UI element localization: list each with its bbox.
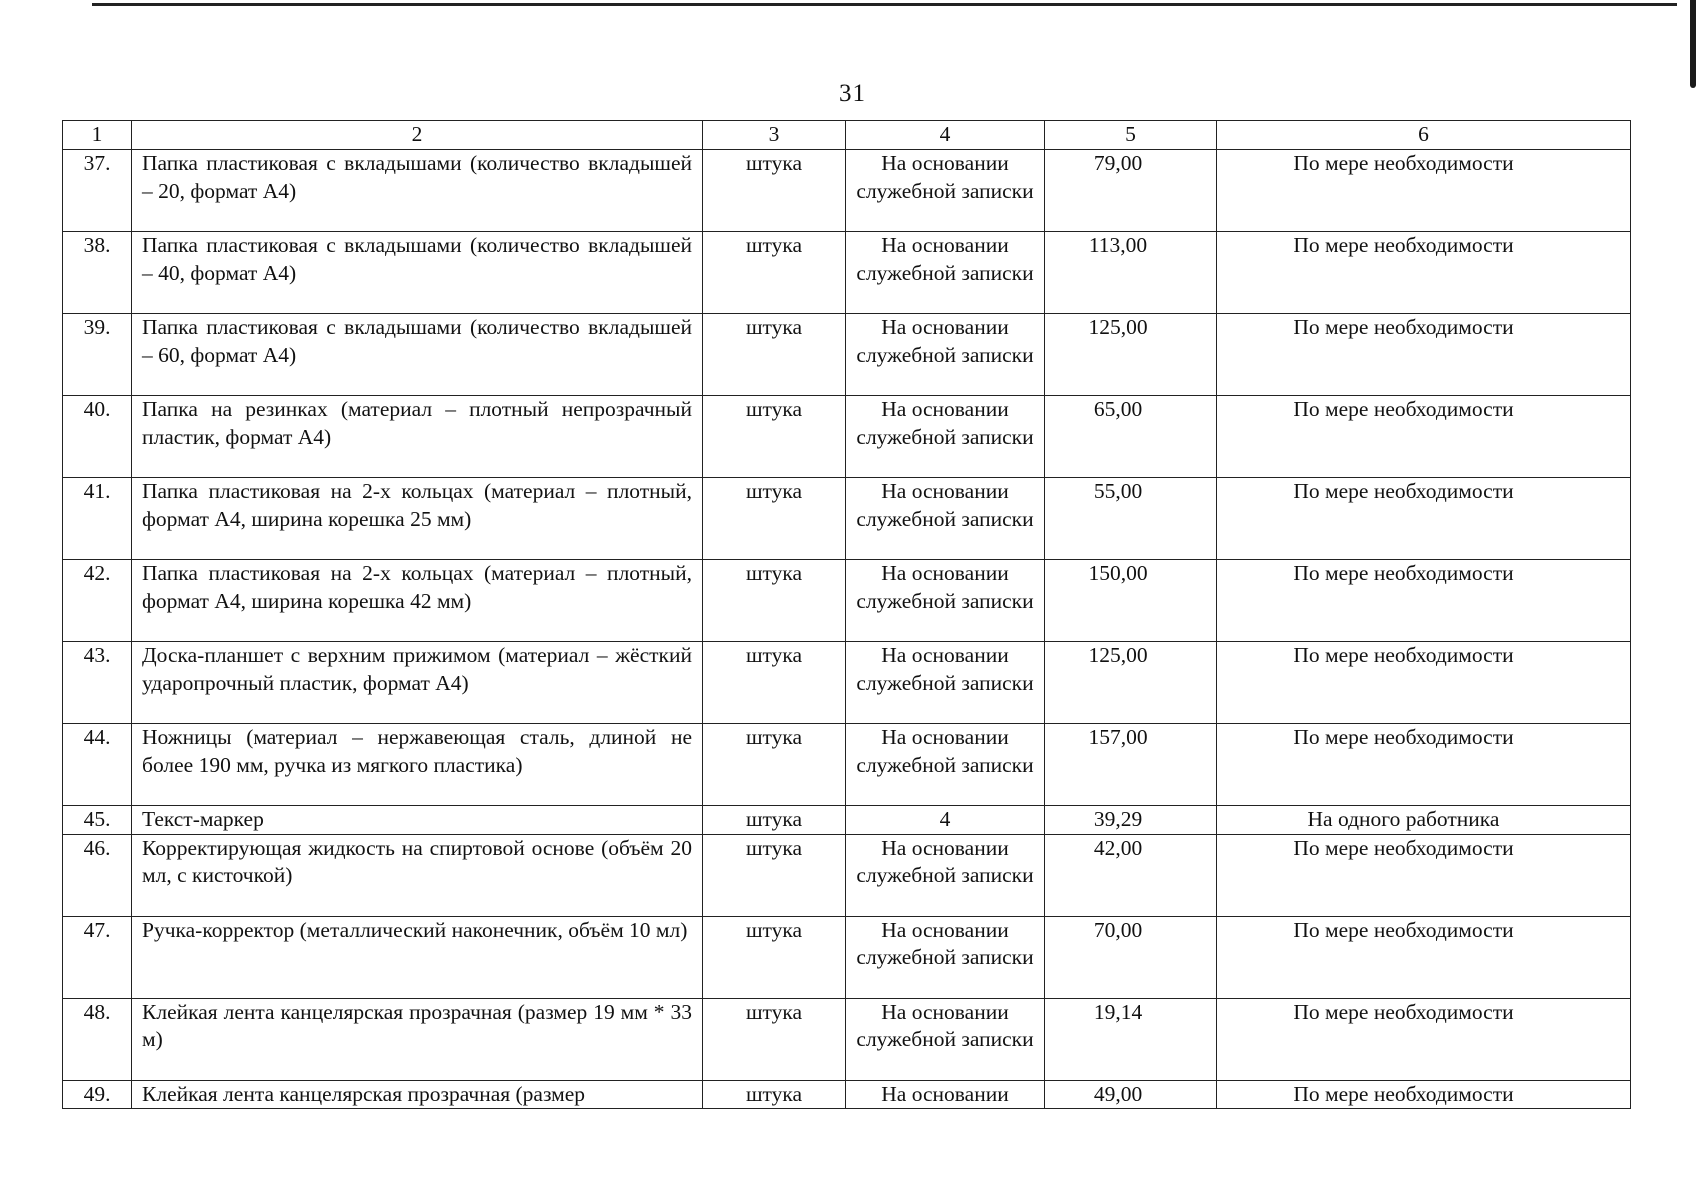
item-name: Ножницы (материал – нержавеющая сталь, длиной не более 190 мм, ручка из мягкого пластика): [132, 724, 703, 806]
item-price: 65,00: [1045, 396, 1217, 478]
item-unit: штука: [703, 806, 846, 835]
item-quantity: На основании служебной записки: [846, 916, 1045, 998]
item-unit: штука: [703, 998, 846, 1080]
item-period: По мере необходимости: [1217, 478, 1631, 560]
item-name: Папка на резинках (материал – плотный непрозрачный пластик, формат А4): [132, 396, 703, 478]
scan-edge-mark: [1690, 0, 1696, 88]
item-quantity: На основании служебной записки: [846, 834, 1045, 916]
header-cell: 2: [132, 121, 703, 150]
item-price: 42,00: [1045, 834, 1217, 916]
item-name: Доска-планшет с верхним прижимом (материал – жёсткий ударопрочный пластик, формат А4): [132, 642, 703, 724]
row-number: 46.: [63, 834, 132, 916]
item-unit: штука: [703, 724, 846, 806]
item-period: По мере необходимости: [1217, 834, 1631, 916]
row-number: 38.: [63, 232, 132, 314]
item-name: Папка пластиковая с вкладышами (количество вкладышей – 40, формат А4): [132, 232, 703, 314]
item-unit: штука: [703, 916, 846, 998]
item-price: 125,00: [1045, 314, 1217, 396]
table-row: [63, 806, 1631, 835]
item-name: Папка пластиковая на 2-х кольцах (материал – плотный, формат А4, ширина корешка 25 мм): [132, 478, 703, 560]
item-quantity: На основании служебной записки: [846, 150, 1045, 232]
row-number: 44.: [63, 724, 132, 806]
item-unit: штука: [703, 232, 846, 314]
row-number: 47.: [63, 916, 132, 998]
table-row: [63, 150, 1631, 232]
row-number: 37.: [63, 150, 132, 232]
item-price: 79,00: [1045, 150, 1217, 232]
item-quantity: На основании служебной записки: [846, 232, 1045, 314]
item-price: 157,00: [1045, 724, 1217, 806]
item-period: По мере необходимости: [1217, 150, 1631, 232]
item-quantity: На основании служебной записки: [846, 642, 1045, 724]
row-number: 42.: [63, 560, 132, 642]
table-row: [63, 834, 1631, 916]
row-number: 45.: [63, 806, 132, 835]
item-price: 70,00: [1045, 916, 1217, 998]
page-number: 31: [839, 80, 866, 107]
item-period: По мере необходимости: [1217, 232, 1631, 314]
item-name: Текст-маркер: [132, 806, 703, 835]
item-quantity: На основании служебной записки: [846, 396, 1045, 478]
item-quantity: На основании служебной записки: [846, 560, 1045, 642]
top-border-line: [92, 3, 1677, 6]
table-row: [63, 478, 1631, 560]
item-quantity: На основании: [846, 1080, 1045, 1109]
item-unit: штука: [703, 150, 846, 232]
table-row: [63, 1080, 1631, 1109]
item-period: По мере необходимости: [1217, 396, 1631, 478]
row-number: 49.: [63, 1080, 132, 1109]
row-number: 43.: [63, 642, 132, 724]
header-cell: 5: [1045, 121, 1217, 150]
table-row: [63, 998, 1631, 1080]
item-period: По мере необходимости: [1217, 998, 1631, 1080]
item-name: Клейкая лента канцелярская прозрачная (размер 19 мм * 33 м): [132, 998, 703, 1080]
item-period: По мере необходимости: [1217, 916, 1631, 998]
item-price: 55,00: [1045, 478, 1217, 560]
item-name: Папка пластиковая с вкладышами (количество вкладышей – 60, формат А4): [132, 314, 703, 396]
item-period: По мере необходимости: [1217, 314, 1631, 396]
table-row: [63, 396, 1631, 478]
table-row: [63, 560, 1631, 642]
table-header-row: [63, 121, 1631, 150]
item-period: На одного работника: [1217, 806, 1631, 835]
item-price: 39,29: [1045, 806, 1217, 835]
table-row: [63, 642, 1631, 724]
item-period: По мере необходимости: [1217, 724, 1631, 806]
item-period: По мере необходимости: [1217, 642, 1631, 724]
item-period: По мере необходимости: [1217, 1080, 1631, 1109]
item-name: Папка пластиковая с вкладышами (количество вкладышей – 20, формат А4): [132, 150, 703, 232]
item-quantity: На основании служебной записки: [846, 478, 1045, 560]
item-unit: штука: [703, 478, 846, 560]
item-name: Папка пластиковая на 2-х кольцах (материал – плотный, формат А4, ширина корешка 42 мм): [132, 560, 703, 642]
item-unit: штука: [703, 834, 846, 916]
table-row: [63, 916, 1631, 998]
item-name: Ручка-корректор (металлический наконечник, объём 10 мл): [132, 916, 703, 998]
item-quantity: На основании служебной записки: [846, 998, 1045, 1080]
item-unit: штука: [703, 642, 846, 724]
table-row: [63, 314, 1631, 396]
item-price: 125,00: [1045, 642, 1217, 724]
header-cell: 3: [703, 121, 846, 150]
item-name: Корректирующая жидкость на спиртовой основе (объём 20 мл, с кисточкой): [132, 834, 703, 916]
item-quantity: 4: [846, 806, 1045, 835]
item-period: По мере необходимости: [1217, 560, 1631, 642]
item-unit: штука: [703, 560, 846, 642]
item-price: 113,00: [1045, 232, 1217, 314]
item-price: 49,00: [1045, 1080, 1217, 1109]
item-unit: штука: [703, 1080, 846, 1109]
item-quantity: На основании служебной записки: [846, 724, 1045, 806]
header-cell: 4: [846, 121, 1045, 150]
item-quantity: На основании служебной записки: [846, 314, 1045, 396]
item-unit: штука: [703, 396, 846, 478]
table-row: [63, 724, 1631, 806]
row-number: 40.: [63, 396, 132, 478]
row-number: 39.: [63, 314, 132, 396]
row-number: 41.: [63, 478, 132, 560]
header-cell: 6: [1217, 121, 1631, 150]
table-row: [63, 232, 1631, 314]
item-price: 19,14: [1045, 998, 1217, 1080]
item-price: 150,00: [1045, 560, 1217, 642]
header-cell: 1: [63, 121, 132, 150]
item-name: Клейкая лента канцелярская прозрачная (размер: [132, 1080, 703, 1109]
row-number: 48.: [63, 998, 132, 1080]
supplies-table: [62, 120, 1631, 1109]
item-unit: штука: [703, 314, 846, 396]
